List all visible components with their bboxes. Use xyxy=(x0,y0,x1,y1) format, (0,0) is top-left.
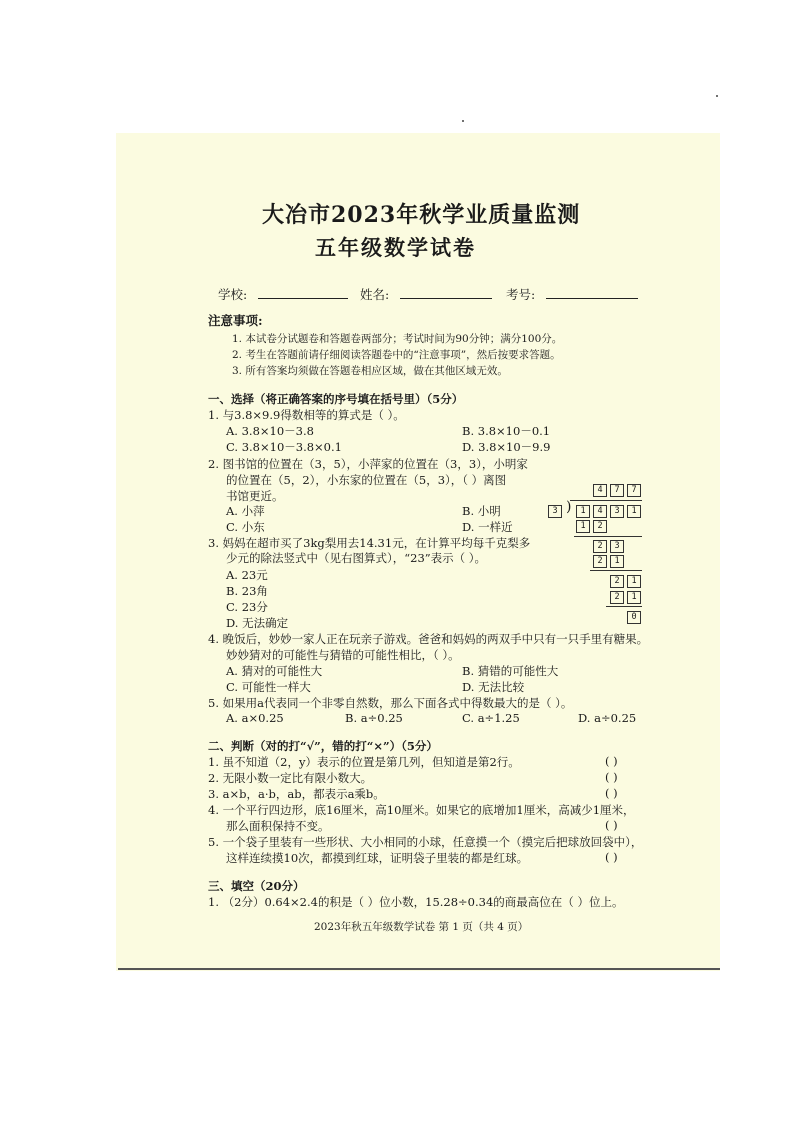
q3-stem-line2: 少元的除法竖式中（见右图算式），“23”表示（ ）。 xyxy=(226,551,487,565)
scan-speck xyxy=(462,120,464,122)
name-blank[interactable] xyxy=(400,298,492,299)
notice-heading: 注意事项: xyxy=(208,313,263,328)
section1-heading: 一、选择（将正确答案的序号填在括号里）（5分） xyxy=(208,392,464,406)
work-digit: 1 xyxy=(610,555,624,568)
q5-option-c[interactable]: C. a÷1.25 xyxy=(462,711,520,725)
judge-item: 2. 无限小数一定比有限小数大。 xyxy=(208,771,373,785)
q1-stem: 1. 与3.8×9.9得数相等的算式是（ ）。 xyxy=(208,408,405,422)
division-bar xyxy=(570,500,642,501)
id-blank[interactable] xyxy=(546,298,638,299)
q2-stem-line2: 的位置在（5，2），小东家的位置在（5，3），（ ）离图 xyxy=(226,473,507,487)
judge-answer-bracket[interactable]: ( ) xyxy=(605,770,618,784)
q3-option-a[interactable]: A. 23元 xyxy=(226,568,268,582)
quotient-digit: 7 xyxy=(610,484,624,497)
work-rule xyxy=(590,570,642,571)
notice-item: 2. 考生在答题前请仔细阅读答题卷中的“注意事项”，然后按要求答题。 xyxy=(232,349,561,361)
q3-option-c[interactable]: C. 23分 xyxy=(226,600,268,614)
page-footer: 2023年秋五年级数学试卷 第 1 页（共 4 页） xyxy=(314,921,529,933)
q1-option-d[interactable]: D. 3.8×10－9.9 xyxy=(462,440,551,454)
work-digit: 2 xyxy=(593,520,607,533)
exam-title: 大冶市2023年秋学业质量监测 xyxy=(262,202,581,228)
q5-option-d[interactable]: D. a÷0.25 xyxy=(578,711,637,725)
work-digit: 3 xyxy=(610,540,624,553)
q4-option-c[interactable]: C. 可能性一样大 xyxy=(226,680,311,694)
work-digit: 1 xyxy=(627,591,641,604)
scan-speck xyxy=(716,95,718,97)
work-digit: 2 xyxy=(610,575,624,588)
page-bottom-edge xyxy=(118,968,720,970)
q4-option-b[interactable]: B. 猜错的可能性大 xyxy=(462,664,559,678)
q2-option-a[interactable]: A. 小萍 xyxy=(226,504,265,518)
work-digit: 2 xyxy=(593,555,607,568)
work-rule xyxy=(606,606,642,607)
judge-item: 1. 虽不知道（2，y）表示的位置是第几列，但知道是第2行。 xyxy=(208,755,520,769)
section3-heading: 三、填空（20分） xyxy=(208,879,305,893)
q4-stem-line1: 4. 晚饭后，妙妙一家人正在玩亲子游戏。爸爸和妈妈的两双手中只有一只手里有糖果。 xyxy=(208,632,649,646)
notice-item: 1. 本试卷分试题卷和答题卷两部分；考试时间为90分钟；满分100分。 xyxy=(232,333,563,345)
work-digit: 2 xyxy=(610,591,624,604)
divisor-digit: 3 xyxy=(548,505,562,518)
quotient-digit: 4 xyxy=(593,484,607,497)
work-digit: 1 xyxy=(576,520,590,533)
division-bracket: ) xyxy=(566,499,572,515)
judge-item-cont: 这样连续摸10次，都摸到红球，证明袋子里装的都是红球。 xyxy=(226,851,529,865)
q4-option-d[interactable]: D. 无法比较 xyxy=(462,680,525,694)
id-label: 考号: xyxy=(506,287,536,302)
q1-option-a[interactable]: A. 3.8×10－3.8 xyxy=(226,424,314,438)
work-rule xyxy=(574,536,642,537)
q1-option-c[interactable]: C. 3.8×10－3.8×0.1 xyxy=(226,440,342,454)
q4-stem-line2: 妙妙猜对的可能性与猜错的可能性相比，（ ）。 xyxy=(226,648,460,662)
q3-option-b[interactable]: B. 23角 xyxy=(226,584,268,598)
work-digit: 1 xyxy=(627,575,641,588)
q2-option-d[interactable]: D. 一样近 xyxy=(462,520,513,534)
judge-answer-bracket[interactable]: ( ) xyxy=(605,786,618,800)
judge-item-cont: 那么面积保持不变。 xyxy=(226,819,330,833)
name-label: 姓名: xyxy=(360,287,390,302)
q3-stem-line1: 3. 妈妈在超市买了3kg梨用去14.31元，在计算平均每千克梨多 xyxy=(208,536,531,550)
exam-subtitle: 五年级数学试卷 xyxy=(315,235,476,260)
dividend-digit: 3 xyxy=(610,505,624,518)
dividend-digit: 1 xyxy=(576,505,590,518)
judge-item: 4. 一个平行四边形，底16厘米，高10厘米。如果它的底增加1厘米，高减少1厘米， xyxy=(208,803,635,817)
dividend-digit: 1 xyxy=(627,505,641,518)
notice-item: 3. 所有答案均须做在答题卷相应区域，做在其他区域无效。 xyxy=(232,365,508,377)
judge-answer-bracket[interactable]: ( ) xyxy=(605,850,618,864)
judge-answer-bracket[interactable]: ( ) xyxy=(605,754,618,768)
q5-stem: 5. 如果用a代表同一个非零自然数，那么下面各式中得数最大的是（ ）。 xyxy=(208,696,573,710)
work-digit: 2 xyxy=(593,540,607,553)
q2-option-b[interactable]: B. 小明 xyxy=(462,504,501,518)
q2-stem-line1: 2. 图书馆的位置在（3，5），小萍家的位置在（3，3），小明家 xyxy=(208,457,528,471)
judge-answer-bracket[interactable]: ( ) xyxy=(605,818,618,832)
school-label: 学校: xyxy=(218,287,248,302)
q5-option-b[interactable]: B. a÷0.25 xyxy=(345,711,403,725)
dividend-digit: 4 xyxy=(593,505,607,518)
school-blank[interactable] xyxy=(258,298,348,299)
quotient-digit: 7 xyxy=(627,484,641,497)
judge-item: 3. a×b，a·b，ab，都表示a乘b。 xyxy=(208,787,385,801)
q2-stem-line3: 书馆更近。 xyxy=(226,489,284,503)
section2-heading: 二、判断（对的打“√”，错的打“×”）（5分） xyxy=(208,739,438,753)
q3-option-d[interactable]: D. 无法确定 xyxy=(226,616,289,630)
q4-option-a[interactable]: A. 猜对的可能性大 xyxy=(226,664,323,678)
q2-option-c[interactable]: C. 小东 xyxy=(226,520,265,534)
q1-option-b[interactable]: B. 3.8×10－0.1 xyxy=(462,424,551,438)
remainder-digit: 0 xyxy=(627,611,641,624)
judge-item: 5. 一个袋子里装有一些形状、大小相同的小球，任意摸一个（摸完后把球放回袋中）， xyxy=(208,835,643,849)
fill-item: 1. （2分）0.64×2.4的积是（ ）位小数，15.28÷0.34的商最高位在（ ）位上。 xyxy=(208,895,624,909)
q5-option-a[interactable]: A. a×0.25 xyxy=(226,711,284,725)
